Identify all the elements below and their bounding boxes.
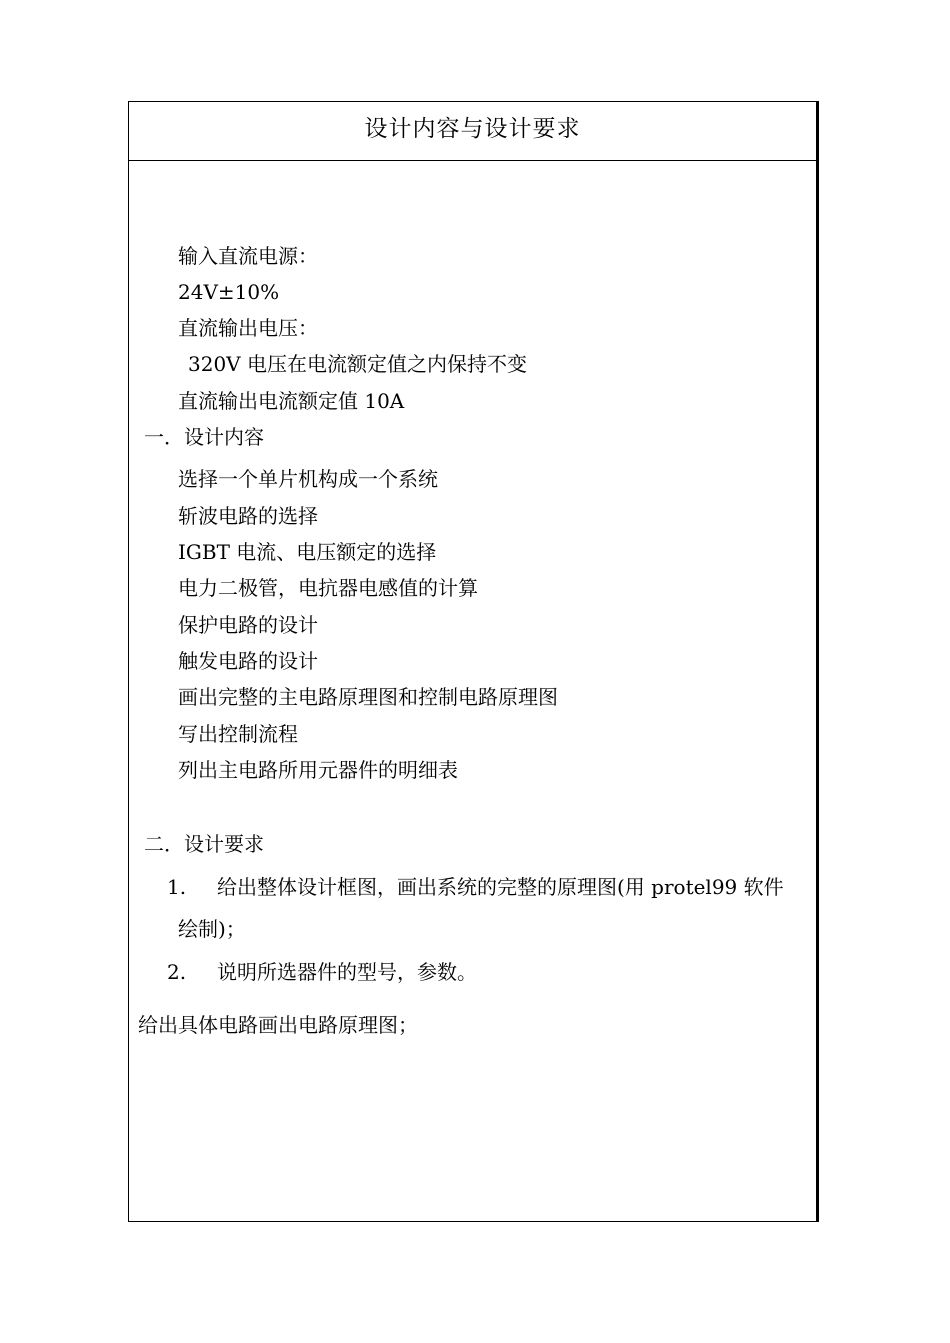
- list-item: 选择一个单片机构成一个系统: [178, 467, 438, 491]
- list-item: 画出完整的主电路原理图和控制电路原理图: [178, 685, 558, 709]
- output-voltage-value: 320V 电压在电流额定值之内保持不变: [188, 352, 527, 376]
- page-title: 设计内容与设计要求: [364, 116, 581, 142]
- requirement-2-number: 2.: [167, 960, 187, 984]
- requirement-1-text: 给出整体设计框图，画出系统的完整的原理图(用 protel99 软件: [217, 875, 784, 899]
- input-value: 24V±10%: [178, 280, 280, 304]
- list-item: 电力二极管，电抗器电感值的计算: [178, 576, 478, 600]
- list-item: 写出控制流程: [178, 722, 298, 746]
- list-item: 触发电路的设计: [178, 649, 318, 673]
- list-item: 斩波电路的选择: [178, 504, 318, 528]
- requirement-1-continuation: 绘制)；: [178, 917, 246, 941]
- closing-text: 给出具体电路画出电路原理图；: [138, 1013, 418, 1037]
- requirement-1-number: 1.: [167, 875, 187, 899]
- list-item: IGBT 电流、电压额定的选择: [178, 540, 437, 564]
- requirement-2-text: 说明所选器件的型号，参数。: [217, 960, 477, 984]
- list-item: 保护电路的设计: [178, 613, 318, 637]
- input-label: 输入直流电源：: [178, 244, 318, 268]
- section2-heading: 二．设计要求: [144, 832, 264, 856]
- section1-heading: 一．设计内容: [144, 425, 264, 449]
- output-current: 直流输出电流额定值 10A: [178, 389, 405, 413]
- output-voltage-label: 直流输出电压：: [178, 316, 318, 340]
- list-item: 列出主电路所用元器件的明细表: [178, 758, 458, 782]
- table-header: [129, 102, 816, 161]
